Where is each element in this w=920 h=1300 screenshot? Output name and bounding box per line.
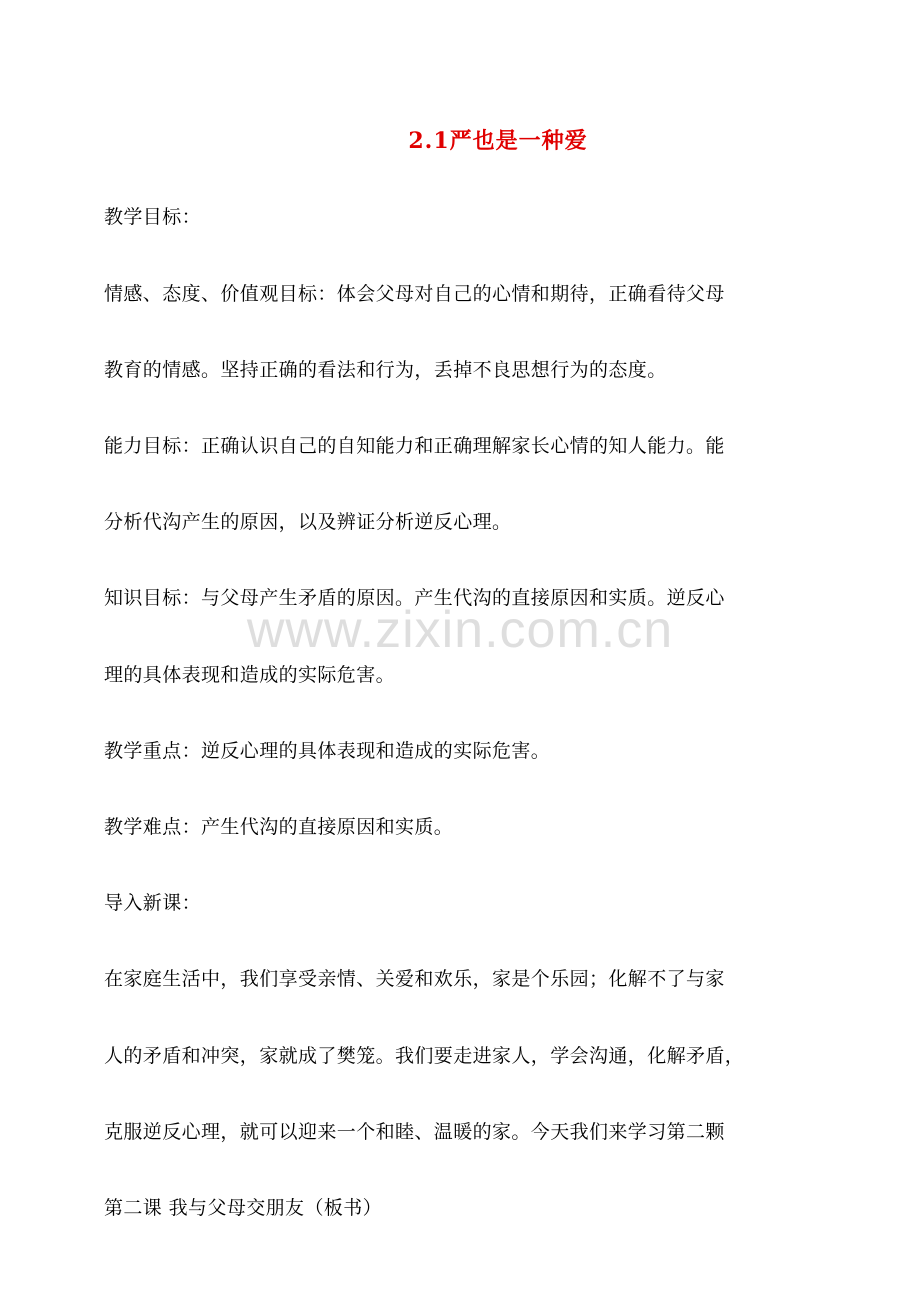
text-line: 教学目标： [104,206,202,228]
text-line: 教育的情感。坚持正确的看法和行为，丢掉不良思想行为的态度。 [104,359,667,381]
text-line: 理的具体表现和造成的实际危害。 [104,664,396,686]
text-line: 人的矛盾和冲突，家就成了樊笼。我们要走进家人，学会沟通，化解矛盾， [104,1045,745,1067]
text-line: 知识目标：与父母产生矛盾的原因。产生代沟的直接原因和实质。逆反心 [104,587,725,609]
text-line: 克服逆反心理，就可以迎来一个和睦、温暖的家。今天我们来学习第二颗 [104,1121,725,1143]
text-line: 分析代沟产生的原因，以及辨证分析逆反心理。 [104,511,512,533]
text-line: 导入新课： [104,892,202,914]
text-line: 第二课 我与父母交朋友（板书） [104,1197,383,1219]
watermark: www.zixin.com.cn [246,601,674,659]
text-line: 教学重点：逆反心理的具体表现和造成的实际危害。 [104,740,551,762]
document-title: 2.1严也是一种爱 [408,128,588,154]
text-line: 在家庭生活中，我们享受亲情、关爱和欢乐，家是个乐园；化解不了与家 [104,968,725,990]
text-line: 教学难点：产生代沟的直接原因和实质。 [104,816,454,838]
text-line: 情感、态度、价值观目标：体会父母对自己的心情和期待，正确看待父母 [104,283,725,305]
text-line: 能力目标：正确认识自己的自知能力和正确理解家长心情的知人能力。能 [104,435,725,457]
